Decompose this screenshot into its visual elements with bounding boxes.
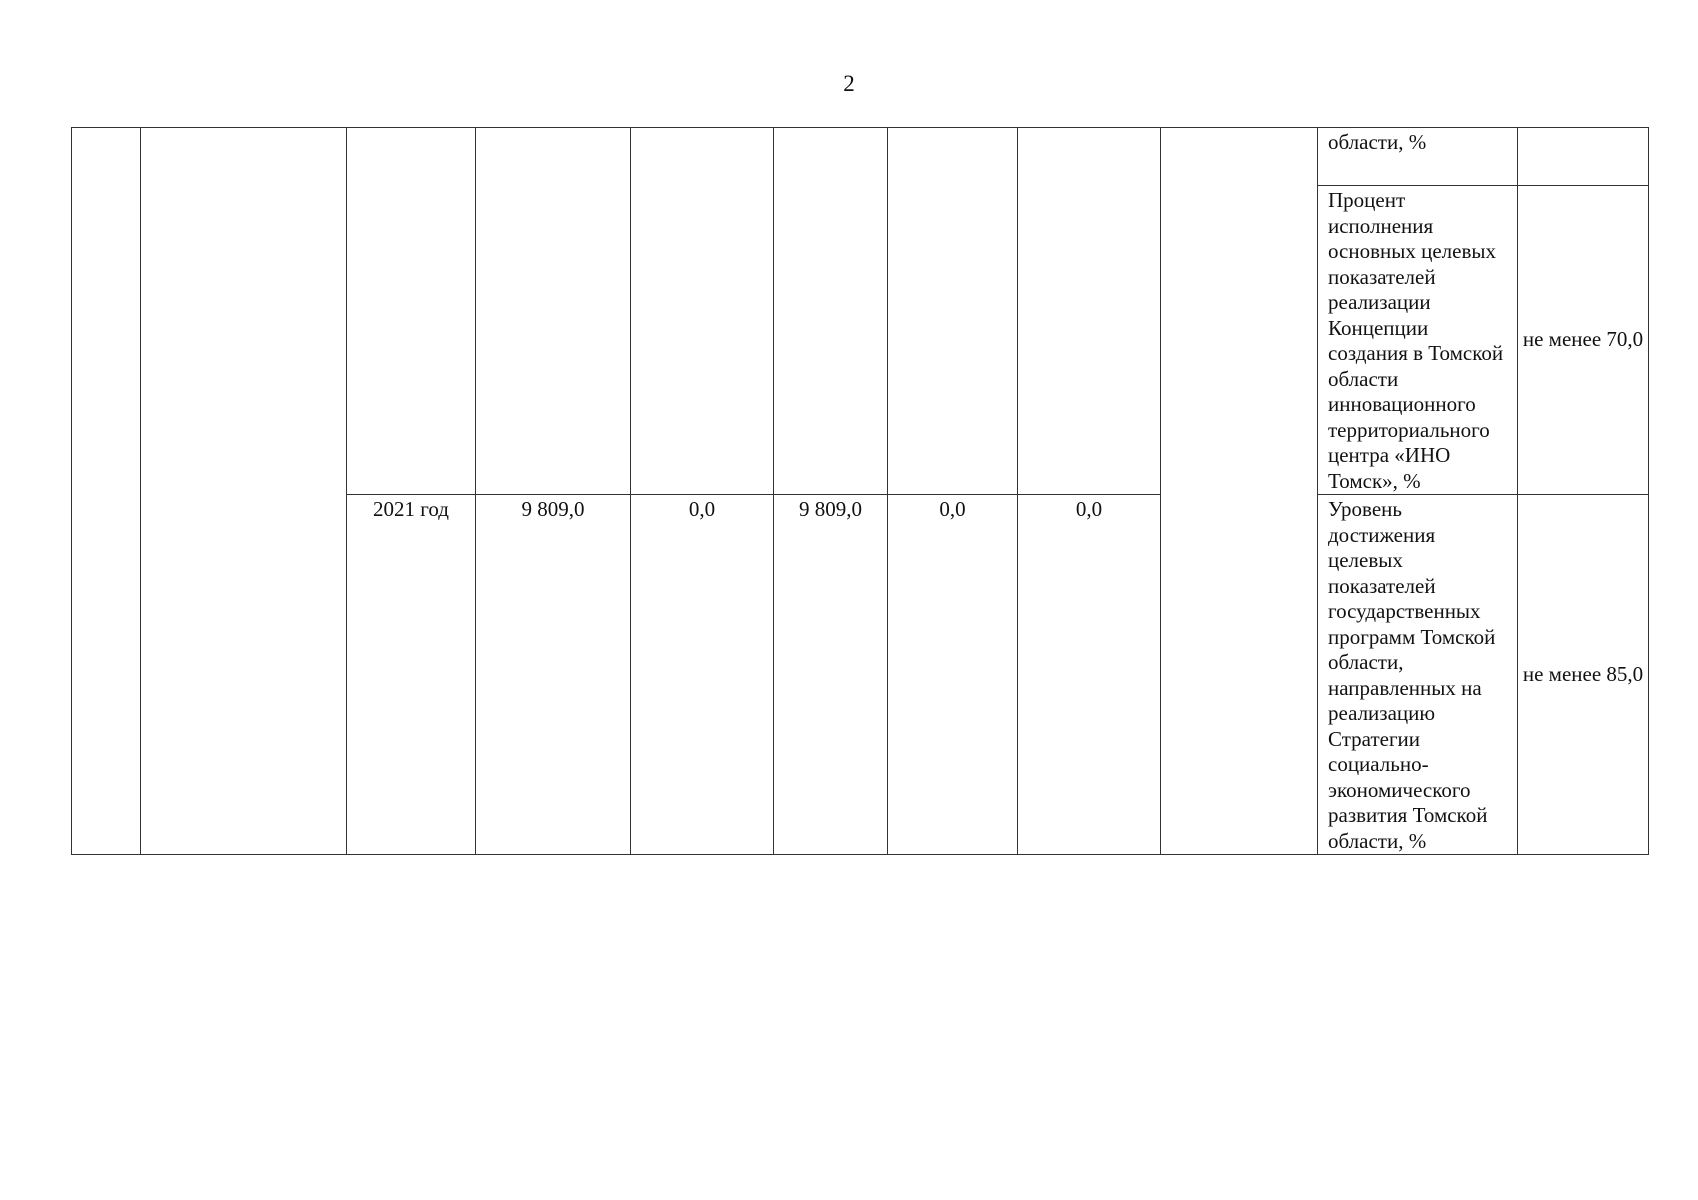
indicator-cell xyxy=(1318,186,1518,495)
indicator-text: Процент исполнения основных целевых показателей реализации Концепции создания в Томской области инновационного территориального центра «ИНО Томск», % xyxy=(1328,188,1504,493)
year-cell xyxy=(347,495,476,855)
total-value: 9 809,0 xyxy=(521,497,585,521)
other-cell-empty xyxy=(1018,128,1161,495)
regional-value: 9 809,0 xyxy=(799,497,862,521)
federal-cell xyxy=(631,495,774,855)
financing-table xyxy=(71,127,1649,855)
target-text: не менее 70,0 xyxy=(1522,327,1644,352)
page-number: 2 xyxy=(843,71,855,96)
local-value: 0,0 xyxy=(939,497,966,521)
target-cell xyxy=(1518,128,1649,186)
table-row xyxy=(72,128,1649,186)
other-cell xyxy=(1018,495,1161,855)
indicator-text: Уровень достижения целевых показателей государственных программ Томской области, направленных на реализацию Стратегии социально-экономического развития Томской области, % xyxy=(1328,497,1496,853)
target-cell xyxy=(1518,186,1649,495)
total-cell-empty xyxy=(476,128,631,495)
regional-cell-empty xyxy=(774,128,888,495)
total-cell xyxy=(476,495,631,855)
federal-cell-empty xyxy=(631,128,774,495)
indicator-cell xyxy=(1318,495,1518,855)
indicator-cell xyxy=(1318,128,1518,186)
regional-cell xyxy=(774,495,888,855)
year-cell-empty xyxy=(347,128,476,495)
target-cell xyxy=(1518,495,1649,855)
local-cell xyxy=(888,495,1018,855)
task-name-cell xyxy=(141,128,347,855)
year-text: 2021 год xyxy=(373,497,449,521)
federal-value: 0,0 xyxy=(688,497,716,521)
index-cell xyxy=(72,128,141,855)
executor-cell xyxy=(1161,128,1318,855)
local-cell-empty xyxy=(888,128,1018,495)
other-value: 0,0 xyxy=(1075,497,1103,521)
target-text: не менее 85,0 xyxy=(1522,661,1644,686)
indicator-text: области, % xyxy=(1328,130,1427,154)
